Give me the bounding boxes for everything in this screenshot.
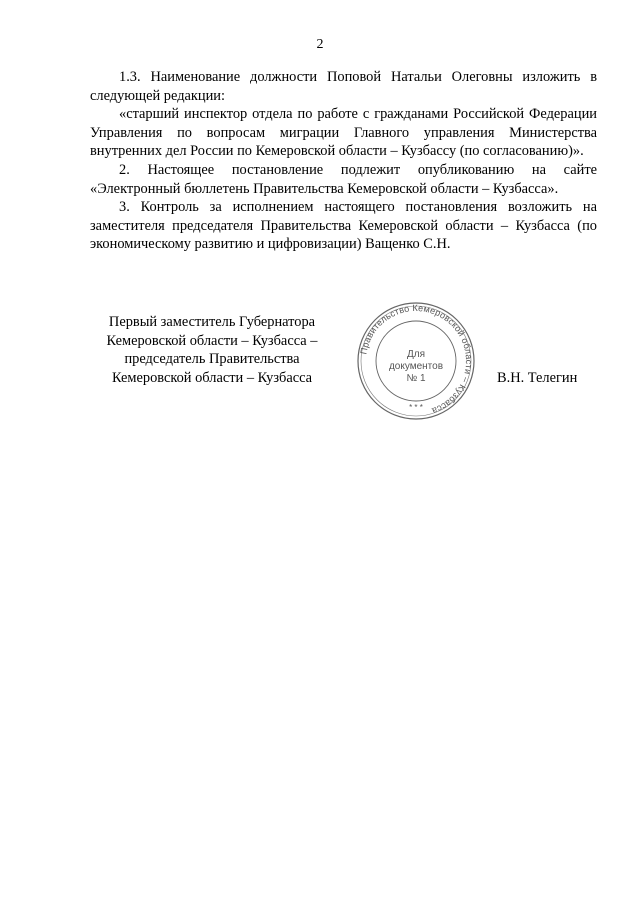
official-seal-stamp bbox=[356, 301, 476, 421]
paragraph-3-control: 3. Контроль за исполнением настоящего постановления возложить на заместителя председателя Правительства Кемеровской области – Кузбасса (по экономическому развитию и цифровизации) Ващенко С.Н. bbox=[90, 199, 597, 253]
stamp-ring-text: Правительство Кемеровской области – Кузбасса bbox=[358, 302, 475, 417]
document-body bbox=[90, 68, 597, 254]
paragraph-1-3: 1.3. Наименование должности Поповой Натальи Олеговны изложить в следующей редакции: bbox=[90, 69, 597, 104]
paragraph-new-wording: «старший инспектор отдела по работе с гражданами Российской Федерации Управления по вопросам миграции Главного управления Министерства внутренних дел России по Кемеровской области – Кузбассу (по согласованию)». bbox=[90, 106, 597, 160]
stamp-center-line: документов bbox=[388, 361, 444, 372]
signatory-title-line: Кемеровской области – Кузбасса bbox=[111, 369, 313, 386]
signatory-title-line: Первый заместитель Губернатора bbox=[108, 314, 316, 330]
signatory-title-line: Кемеровской области – Кузбасса – bbox=[106, 332, 318, 349]
stamp-center-line: Для bbox=[406, 349, 426, 360]
paragraph-2-publication: 2. Настоящее постановление подлежит опубликованию на сайте «Электронный бюллетень Правительства Кемеровской области – Кузбасса». bbox=[90, 161, 597, 197]
signatory-name: В.Н. Телегин bbox=[497, 370, 578, 386]
stamp-center-line: № 1 bbox=[406, 373, 426, 384]
stamp-stars: * * * bbox=[409, 403, 423, 412]
signatory-title-line: председатель Правительства bbox=[124, 351, 300, 368]
page-number: 2 bbox=[316, 37, 324, 52]
signatory-title bbox=[82, 313, 342, 387]
